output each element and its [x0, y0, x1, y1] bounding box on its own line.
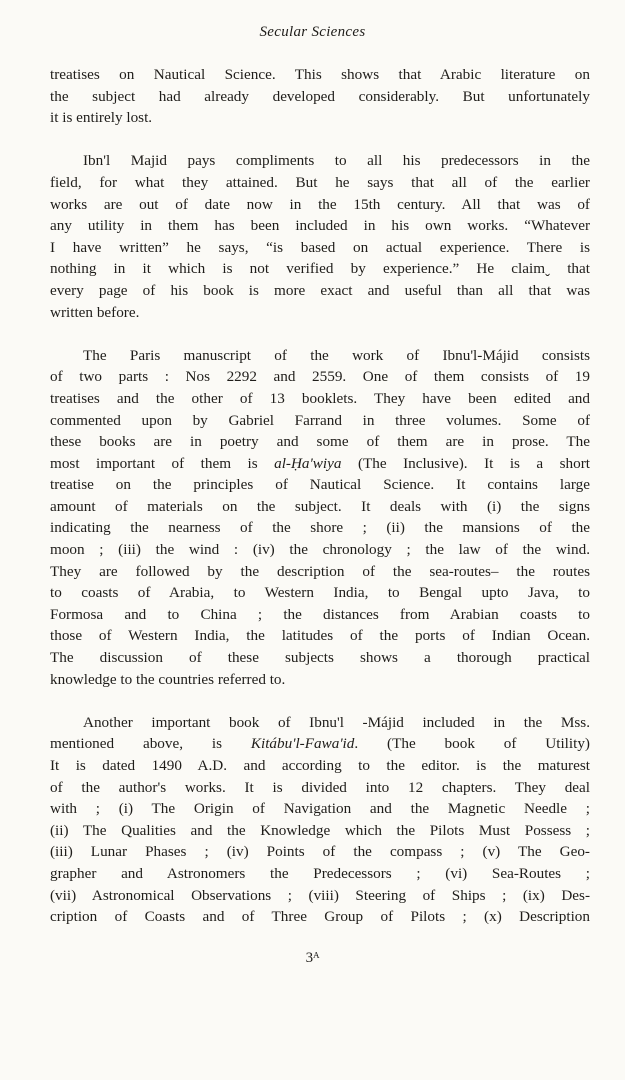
paragraph [50, 150, 590, 323]
paragraph [50, 712, 590, 928]
text-line: They are followed by the description of the sea-routes– the routes [50, 562, 590, 580]
text-line: nothing in it which is not verified by experience.” He claimˬ that [50, 260, 590, 278]
text-line: any utility in them has been included in his own works. “Whatever [50, 217, 590, 235]
text-line: Formosa and to China ; the distances from Arabian coasts to [50, 605, 590, 623]
text-line: of two parts : Nos 2292 and 2559. One of them consists of 19 [50, 368, 590, 386]
text-line: (iii) Lunar Phases ; (iv) Points of the compass ; (v) The Geo- [50, 843, 590, 861]
text-line: most important of them is al-Ḥa'wiya (The Inclusive). It is a short [50, 454, 590, 472]
text-line: It is dated 1490 A.D. and according to the editor. is the maturest [50, 757, 590, 774]
text-line: moon ; (iii) the wind : (iv) the chronology ; the law of the wind. [50, 541, 590, 559]
page-number: 3ᴬ [305, 950, 320, 966]
text-line: to coasts of Arabia, to Western India, to Bengal upto Java, to [50, 584, 590, 602]
book-title-italic: al-Ḥa'wiya [274, 454, 342, 472]
running-title: Secular Sciences [259, 24, 366, 40]
text-line: Another important book of Ibnu'l -Májid included in the Mss. [83, 713, 590, 731]
book-title-italic: Kitábu'l-Fawa'id [250, 735, 355, 753]
text-line: knowledge to the countries referred to. [50, 670, 286, 688]
text-line: The discussion of these subjects shows a thorough practical [50, 649, 590, 667]
text-line: I have written” he says, “is based on actual experience. There is [50, 238, 590, 256]
paragraph [50, 345, 590, 691]
text-line: treatises on Nautical Science. This shows that Arabic literature on [50, 66, 590, 83]
text-line: (vii) Astronomical Observations ; (viii) Steering of Ships ; (ix) Des- [50, 886, 590, 904]
text-line: the subject had already developed considerably. But unfortunately [50, 87, 590, 105]
text-line: Ibn'l Majid pays compliments to all his predecessors in the [83, 152, 590, 170]
text-line: it is entirely lost. [50, 109, 153, 127]
text-line: treatise on the principles of Nautical Science. It contains large [50, 476, 590, 494]
text-line: these books are in poetry and some of them are in prose. The [50, 433, 590, 451]
text-line: of the author's works. It is divided into 12 chapters. They deal [50, 778, 590, 796]
text-line: every page of his book is more exact and useful than all that was [50, 281, 590, 299]
body-text [50, 64, 590, 928]
text-line: with ; (i) The Origin of Navigation and the Magnetic Needle ; [50, 800, 590, 818]
text-line: cription of Coasts and of Three Group of Pilots ; (x) Description [50, 908, 590, 926]
text-line: those of Western India, the latitudes of the ports of Indian Ocean. [50, 627, 590, 645]
text-line: commented upon by Gabriel Farrand in three volumes. Some of [50, 411, 590, 429]
text-line: amount of materials on the subject. It deals with (i) the signs [50, 497, 590, 515]
text-line: (ii) The Qualities and the Knowledge which the Pilots Must Possess ; [50, 821, 590, 839]
text-line: field, for what they attained. But he says that all of the earlier [50, 173, 590, 191]
paragraph [50, 64, 590, 129]
text-line: written before. [50, 303, 140, 321]
text-line: grapher and Astronomers the Predecessors ; (vi) Sea-Routes ; [50, 864, 590, 882]
text-line: mentioned above, is Kitábu'l-Fawa'id. (The book of Utility) [50, 735, 590, 753]
text-line: treatises and the other of 13 booklets. They have been edited and [50, 389, 590, 407]
text-line: indicating the nearness of the shore ; (ii) the mansions of the [50, 519, 590, 537]
text-line: The Paris manuscript of the work of Ibnu'l-Májid consists [83, 346, 590, 364]
text-line: works are out of date now in the 15th century. All that was of [50, 195, 590, 213]
